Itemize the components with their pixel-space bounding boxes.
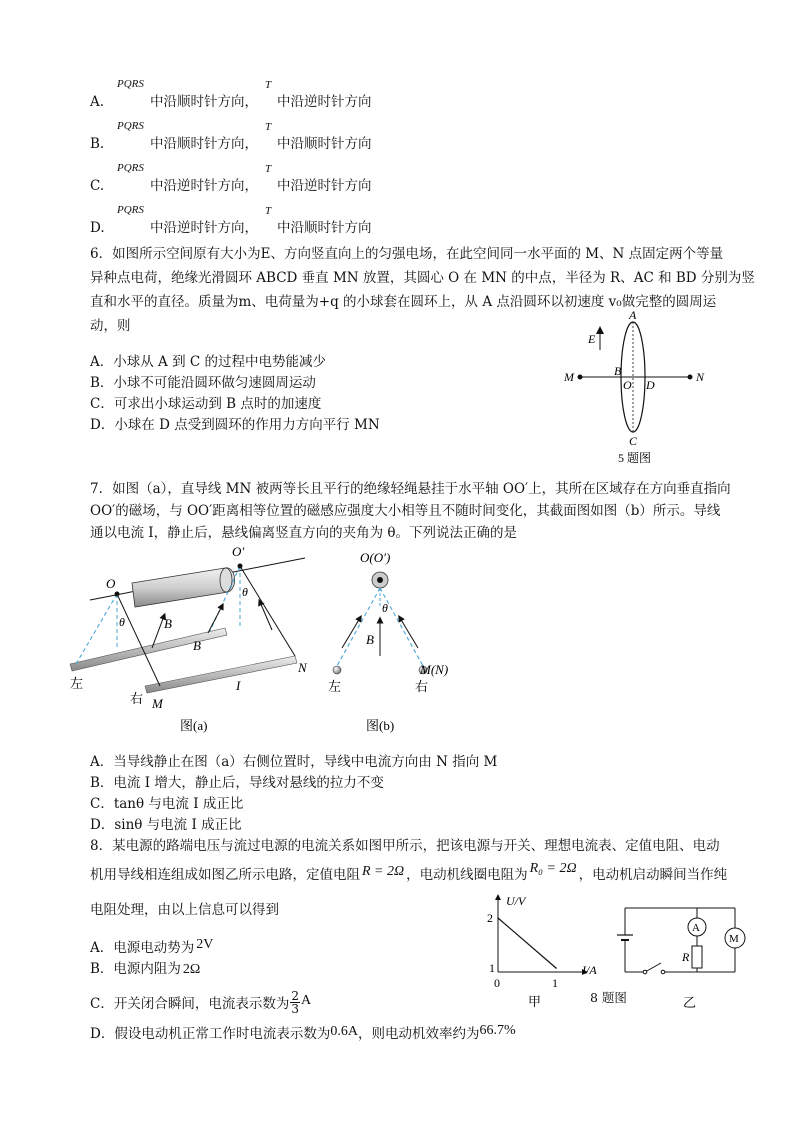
q8-stem-line-1: 8．某电源的路端电压与流过电源的电流关系如图甲所示，把该电源与开关、理想电流表、定值电阻、电动 xyxy=(90,838,720,854)
string-right xyxy=(380,588,423,666)
q8-option-c: C．开关闭合瞬间，电流表示数为 $\frac{2}{3}$ A xyxy=(90,989,312,1016)
figure-a-caption: 图(a) xyxy=(180,718,208,733)
q8-option-d: D．假设电动机正常工作时电流表示数为0.6A，则电动机效率约为66.7% xyxy=(90,1023,516,1042)
q7-stem-line-1: 7．如图（a），直导线 MN 被两等长且平行的绝缘轻绳悬挂于水平轴 OO′上，其所在区域存在方向垂直指向 xyxy=(90,481,731,497)
q5-option-c: C. 中沿逆时针方向， 中沿逆时针方向 xyxy=(90,178,372,194)
graph-xlabel: I/A xyxy=(582,963,597,977)
wire-mn xyxy=(145,656,297,693)
resistor-r xyxy=(692,946,702,968)
label-m-n: M(N) xyxy=(420,662,449,677)
back-rod xyxy=(70,628,227,671)
u-i-point-1 xyxy=(555,967,557,969)
q5-b-t: T xyxy=(265,121,272,133)
q6-stem-line-1: 6．如图所示空间原有大小为E、方向竖直向上的匀强电场，在此空间同一水平面的 M、N 点固定两个等量 xyxy=(90,246,724,262)
q7-option-d: D．sinθ 与电流 I 成正比 xyxy=(90,817,242,833)
tick-origin: 0 xyxy=(494,976,500,990)
q6-figure xyxy=(560,305,720,470)
q8-option-b: B．电源内阻为 2Ω xyxy=(90,961,201,977)
q7-option-b: B．电流 I 增大，静止后，导线对悬线的拉力不变 xyxy=(90,775,384,791)
q5-b-pqrs: PQRS xyxy=(117,120,144,132)
label-o: O xyxy=(106,576,116,591)
point-n xyxy=(688,375,693,380)
q6-stem-line-4: 动，则 xyxy=(90,318,131,334)
ammeter-label: A xyxy=(692,922,700,934)
q7-option-a: A．当导线静止在图（a）右侧位置时，导线中电流方向由 N 指向 M xyxy=(90,754,498,770)
r0-equation: R₀ = 2Ω xyxy=(529,861,577,876)
q5-a-t: T xyxy=(265,79,272,91)
q6-option-b: B．小球不可能沿圆环做匀速圆周运动 xyxy=(90,375,316,391)
q7-figure-a xyxy=(60,538,340,738)
label-e: E xyxy=(588,332,596,346)
label-theta: θ xyxy=(382,601,388,615)
q8-graph-jia xyxy=(470,892,600,1012)
q7-figure-b xyxy=(320,538,460,738)
figure-b-caption: 图(b) xyxy=(366,718,395,733)
label-n: N xyxy=(298,660,307,675)
q5-c-pqrs: PQRS xyxy=(117,162,144,174)
q5-d-t: T xyxy=(265,205,272,217)
resistor-label: R xyxy=(682,950,690,964)
q8-stem-line-2: 机用导线相连组成如图乙所示电路，定值电阻 R = 2Ω ，电动机线圈电阻为 R₀ = 2Ω ，电动机启动瞬间当作纯 xyxy=(90,861,728,883)
u-i-point-0 xyxy=(497,917,499,919)
tick-i-1: 1 xyxy=(552,976,558,990)
q5-option-b: B. 中沿顺时针方向， 中沿顺时针方向 xyxy=(90,136,372,152)
label-left: 左 xyxy=(328,679,342,694)
label-c: C xyxy=(629,434,638,448)
graph-caption: 甲 xyxy=(528,994,542,1009)
q8-circuit-yi xyxy=(605,900,755,1012)
label-theta-2: θ xyxy=(242,585,248,599)
point-m xyxy=(578,375,583,380)
q5-c-t: T xyxy=(265,163,272,175)
label-m: M xyxy=(564,370,574,384)
wire-left xyxy=(333,666,341,674)
q8-stem-line-3: 电阻处理，由以上信息可以得到 xyxy=(90,902,279,918)
label-left: 左 xyxy=(70,676,84,691)
q5-d-pqrs: PQRS xyxy=(117,204,144,216)
r-equation: R = 2Ω xyxy=(362,864,405,879)
tilted-string-1 xyxy=(76,594,117,664)
label-o-o-prime: O(O′) xyxy=(360,550,391,565)
u-i-line xyxy=(498,918,556,968)
q7-option-c: C．tanθ 与电流 I 成正比 xyxy=(90,796,244,812)
fraction-two-thirds: $\frac{2}{3}$ xyxy=(291,989,299,1016)
label-m: M xyxy=(152,696,163,711)
circuit-caption: 乙 xyxy=(683,995,697,1010)
q8-figure-caption: 8 题图 xyxy=(590,990,627,1005)
q5-option-a: A. 中沿顺时针方向， 中沿逆时针方向 xyxy=(90,94,372,110)
graph-ylabel: U/V xyxy=(506,894,526,908)
q6-figure-caption: 5 题图 xyxy=(618,451,652,465)
q6-option-c: C．可求出小球运动到 B 点时的加速度 xyxy=(90,396,322,412)
q6-option-d: D．小球在 D 点受到圆环的作用力方向平行 MN xyxy=(90,417,380,433)
motor-label: M xyxy=(729,933,739,945)
label-b-1: B xyxy=(164,616,172,631)
label-b-2: B xyxy=(193,638,201,653)
label-o-prime: O′ xyxy=(232,544,245,559)
string-left xyxy=(337,588,380,666)
tick-u-2: 2 xyxy=(487,911,493,925)
cylinder xyxy=(132,568,235,607)
b-arrow-right xyxy=(400,618,418,648)
label-n: N xyxy=(696,370,705,384)
q6-option-a: A．小球从 A 到 C 的过程中电势能减少 xyxy=(90,354,326,370)
label-a: A xyxy=(629,308,637,322)
q5-option-d: D. 中沿逆时针方向， 中沿顺时针方向 xyxy=(90,220,372,236)
label-d: D xyxy=(646,378,655,392)
label-right: 右 xyxy=(415,679,429,694)
b-arrow-left xyxy=(342,618,360,648)
q6-stem-line-3: 直和水平的直径。质量为m、电荷量为+q 的小球套在圆环上，从 A 点沿圆环以初速度 v₀做完整的圆周运 xyxy=(90,294,717,310)
label-right: 右 xyxy=(130,691,144,706)
q7-stem-line-2: OO′的磁场，与 OO′距离相等位置的磁感应强度大小相等且不随时间变化，其截面图如图（b）所示。导线 xyxy=(90,503,721,519)
q6-stem-line-2: 异种点电荷，绝缘光滑圆环 ABCD 垂直 MN 放置，其圆心 O 在 MN 的中点，半径为 R、AC 和 BD 分别为竖 xyxy=(90,270,755,286)
q5-a-pqrs: PQRS xyxy=(117,78,144,90)
q7-stem-line-3: 通以电流 I，静止后，悬线偏离竖直方向的夹角为 θ。下列说法正确的是 xyxy=(90,525,518,541)
label-i: I xyxy=(236,678,241,693)
q8-option-a: A．电源电动势为 2V xyxy=(90,937,214,956)
label-theta-1: θ xyxy=(119,615,125,629)
tick-u-1: 1 xyxy=(489,961,495,975)
label-b: B xyxy=(366,632,374,647)
switch xyxy=(645,963,661,972)
label-b: B xyxy=(614,364,622,378)
label-o: O xyxy=(623,378,632,392)
